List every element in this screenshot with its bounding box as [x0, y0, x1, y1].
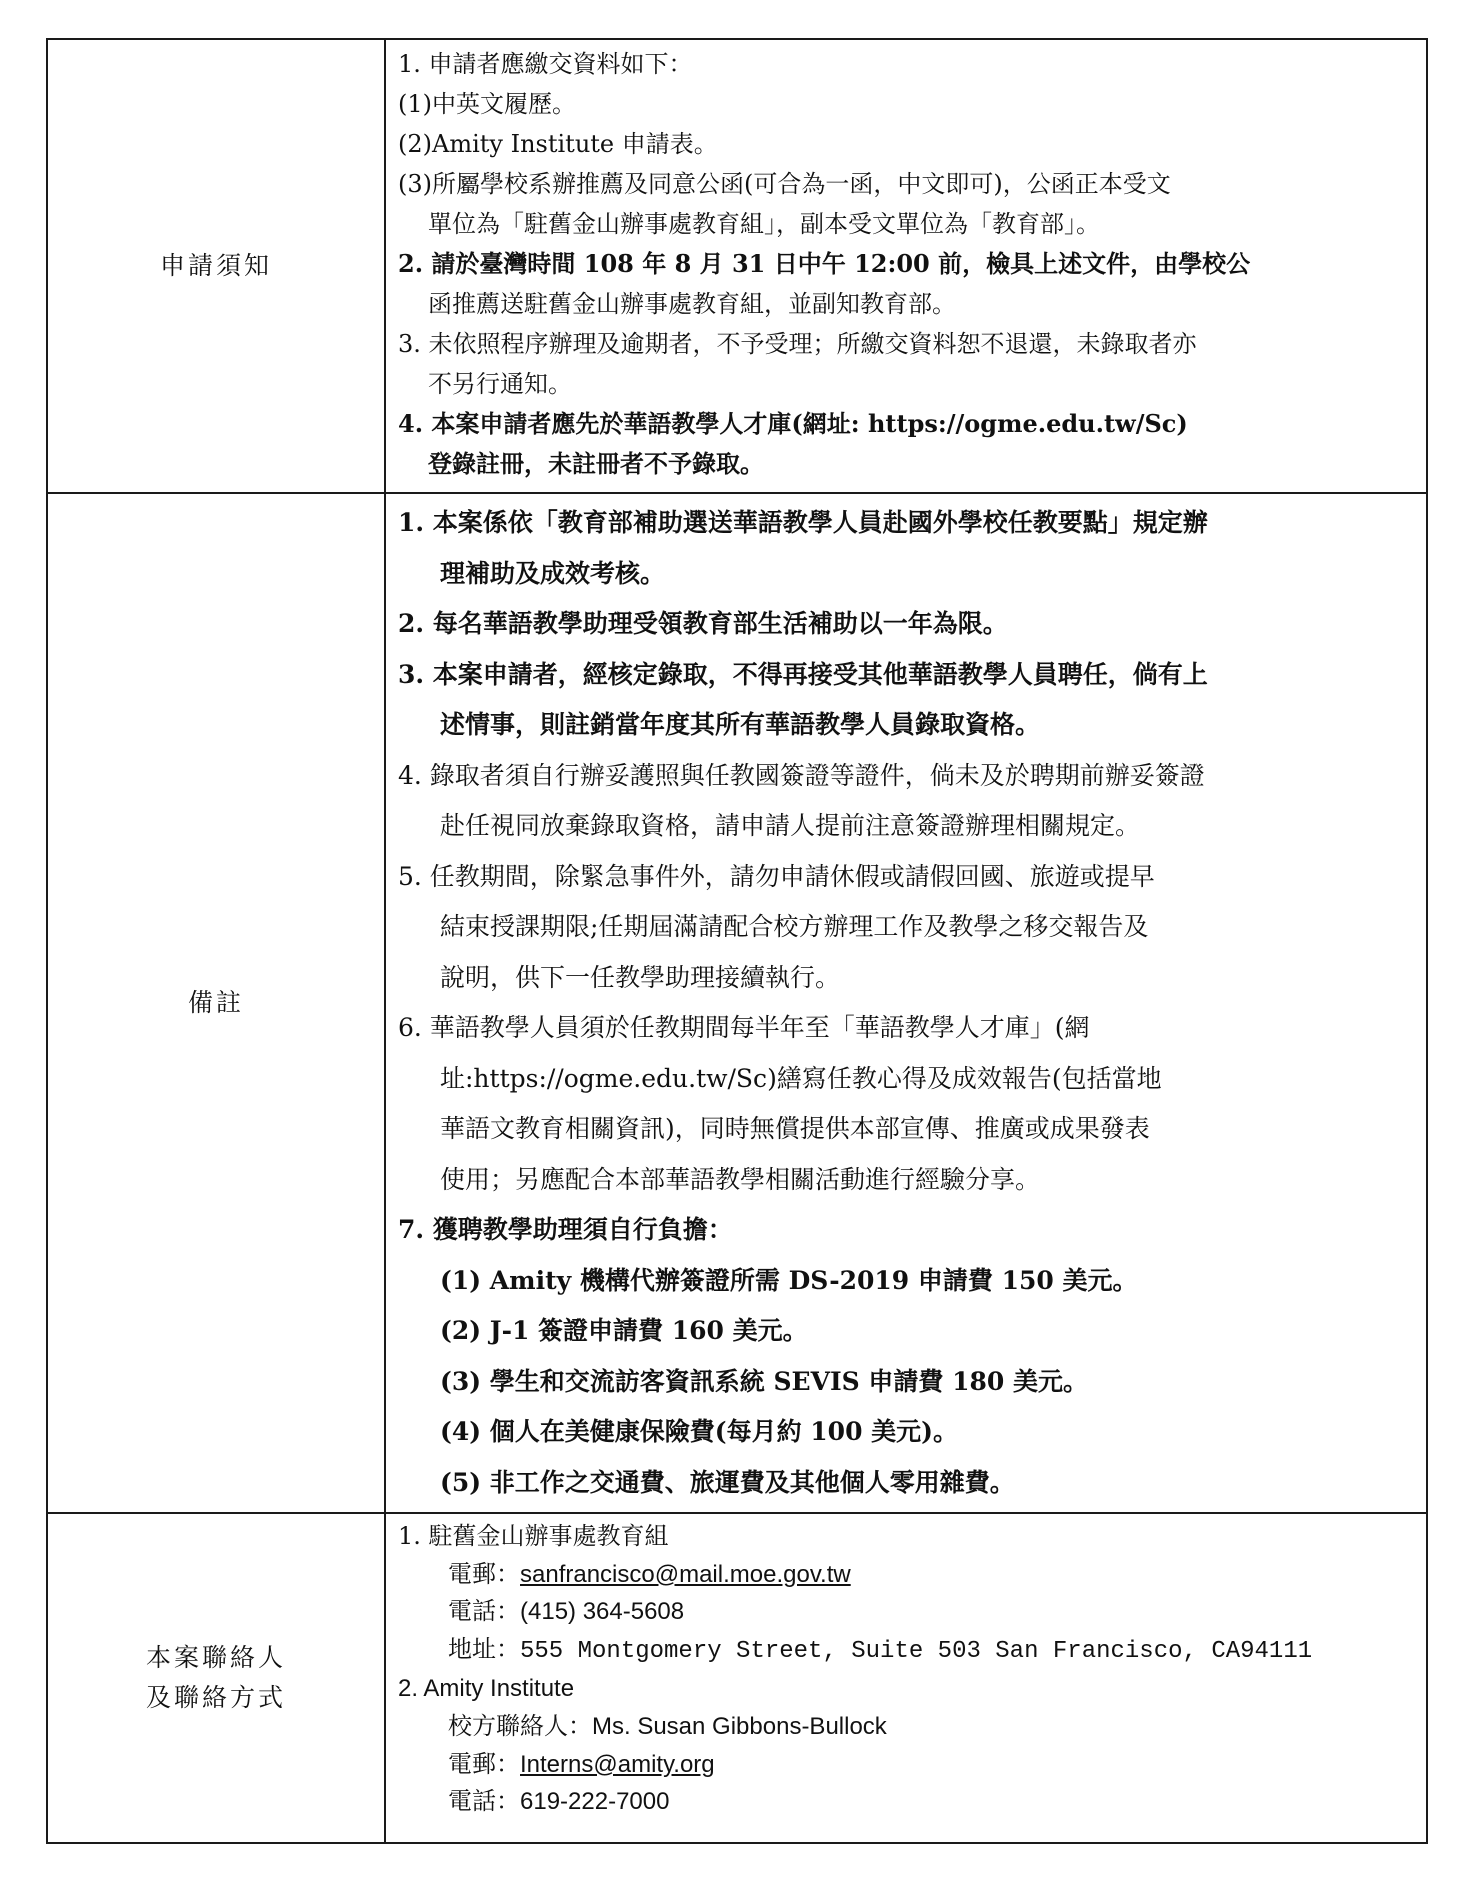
remarks-line: 華語文教育相關資訊)，同時無償提供本部宣傳、推廣或成果發表: [440, 1114, 1150, 1143]
contact-phone-row: [398, 1593, 1416, 1631]
remarks-line: 7. 獲聘教學助理須自行負擔：: [398, 1215, 733, 1244]
notes-line: 不另行通知。: [428, 370, 572, 398]
contact-email-row: [398, 1556, 1416, 1594]
remarks-line: 5. 任教期間，除緊急事件外，請勿申請休假或請假回國、旅遊或提早: [398, 861, 1155, 891]
contacts-content: [385, 1513, 1427, 1843]
contact-org-2: [398, 1670, 1416, 1708]
contact-person-label: 校方聯絡人：: [448, 1711, 592, 1740]
remarks-line: 3. 本案申請者，經核定錄取，不得再接受其他華語教學人員聘任，倘有上: [398, 659, 1208, 689]
notes-line: 3. 未依照程序辦理及逾期者，不予受理；所繳交資料恕不退還，未錄取者亦: [398, 330, 1197, 358]
address-value: 555 Montgomery Street, Suite 503 San Francisco, CA94111: [520, 1637, 1313, 1665]
contact-phone-row: [398, 1783, 1416, 1821]
notes-line: 2. 請於臺灣時間 108 年 8 月 31 日中午 12:00 前，檢具上述文件，由學校公: [398, 249, 1251, 278]
remarks-line: 赴任視同放棄錄取資格，請申請人提前注意簽證辦理相關規定。: [440, 811, 1141, 840]
remarks-line: (4) 個人在美健康保險費(每月約 100 美元)。: [440, 1417, 959, 1446]
email-label: 電郵：: [448, 1749, 520, 1778]
contacts-label-line: 本案聯絡人: [145, 1643, 286, 1672]
address-label: 地址：: [448, 1634, 520, 1663]
contact-address-row: [398, 1631, 1416, 1671]
application-notes-row: [47, 39, 1427, 493]
email-link-moe[interactable]: sanfrancisco@mail.moe.gov.tw: [520, 1560, 851, 1588]
org-2-title: 2. Amity Institute: [398, 1675, 575, 1703]
remarks-label: 備註: [47, 493, 385, 1513]
email-link-amity[interactable]: Interns@amity.org: [520, 1750, 715, 1778]
notes-line: (2)Amity Institute 申請表。: [398, 130, 718, 158]
remarks-line: (2) J-1 簽證申請費 160 美元。: [440, 1316, 808, 1345]
notes-line: 單位為「駐舊金山辦事處教育組」，副本受文單位為「教育部」。: [428, 210, 1100, 238]
contacts-row: [47, 1513, 1427, 1843]
notes-line: 函推薦送駐舊金山辦事處教育組，並副知教育部。: [428, 290, 956, 318]
phone-value: 619-222-7000: [520, 1788, 670, 1816]
contacts-label: [47, 1513, 385, 1843]
notes-line: (3)所屬學校系辦推薦及同意公函(可合為一函，中文即可)，公函正本受文: [398, 170, 1171, 198]
contact-org-1: 1. 駐舊金山辦事處教育組: [398, 1522, 669, 1550]
notes-line: 登錄註冊，未註冊者不予錄取。: [428, 449, 764, 478]
remarks-line: 4. 錄取者須自行辦妥護照與任教國簽證等證件，倘未及於聘期前辦妥簽證: [398, 760, 1205, 790]
remarks-line: 2. 每名華語教學助理受領教育部生活補助以一年為限。: [398, 609, 1008, 638]
remarks-line: (5) 非工作之交通費、旅運費及其他個人零用雜費。: [440, 1467, 1015, 1497]
remarks-line: (3) 學生和交流訪客資訊系統 SEVIS 申請費 180 美元。: [440, 1366, 1089, 1396]
remarks-line: 說明，供下一任教學助理接續執行。: [440, 962, 841, 992]
remarks-line: 1. 本案係依「教育部補助選送華語教學人員赴國外學校任教要點」規定辦: [398, 508, 1208, 537]
contacts-label-line: 及聯絡方式: [145, 1683, 286, 1712]
remarks-row: [47, 493, 1427, 1513]
remarks-line: 6. 華語教學人員須於任教期間每半年至「華語教學人才庫」(網: [398, 1013, 1090, 1042]
application-notes-label: 申請須知: [47, 39, 385, 493]
notes-line: (1)中英文履歷。: [398, 90, 576, 118]
email-label: 電郵：: [448, 1559, 520, 1588]
notes-line: 1. 申請者應繳交資料如下：: [398, 50, 693, 78]
phone-value: (415) 364-5608: [520, 1598, 685, 1626]
remarks-line: 述情事，則註銷當年度其所有華語教學人員錄取資格。: [440, 710, 1041, 739]
remarks-line: (1) Amity 機構代辦簽證所需 DS-2019 申請費 150 美元。: [440, 1265, 1138, 1295]
remarks-line: 使用；另應配合本部華語教學相關活動進行經驗分享。: [440, 1164, 1041, 1194]
remarks-line: 址:https://ogme.edu.tw/Sc)繕寫任教心得及成效報告(包括當地: [440, 1063, 1162, 1093]
info-table: [46, 38, 1428, 1844]
remarks-line: 結束授課期限;任期屆滿請配合校方辦理工作及教學之移交報告及: [440, 912, 1149, 941]
phone-label: 電話：: [448, 1787, 520, 1816]
remarks-line: 理補助及成效考核。: [440, 558, 666, 588]
remarks-content: [385, 493, 1427, 1513]
contact-email-row: [398, 1746, 1416, 1784]
notes-line: 4. 本案申請者應先於華語教學人才庫(網址: https://ogme.edu.tw/Sc): [398, 409, 1188, 438]
application-notes-content: [385, 39, 1427, 493]
phone-label: 電話：: [448, 1597, 520, 1626]
contact-person-value: Ms. Susan Gibbons-Bullock: [592, 1712, 887, 1740]
contact-person-row: [398, 1708, 1416, 1746]
